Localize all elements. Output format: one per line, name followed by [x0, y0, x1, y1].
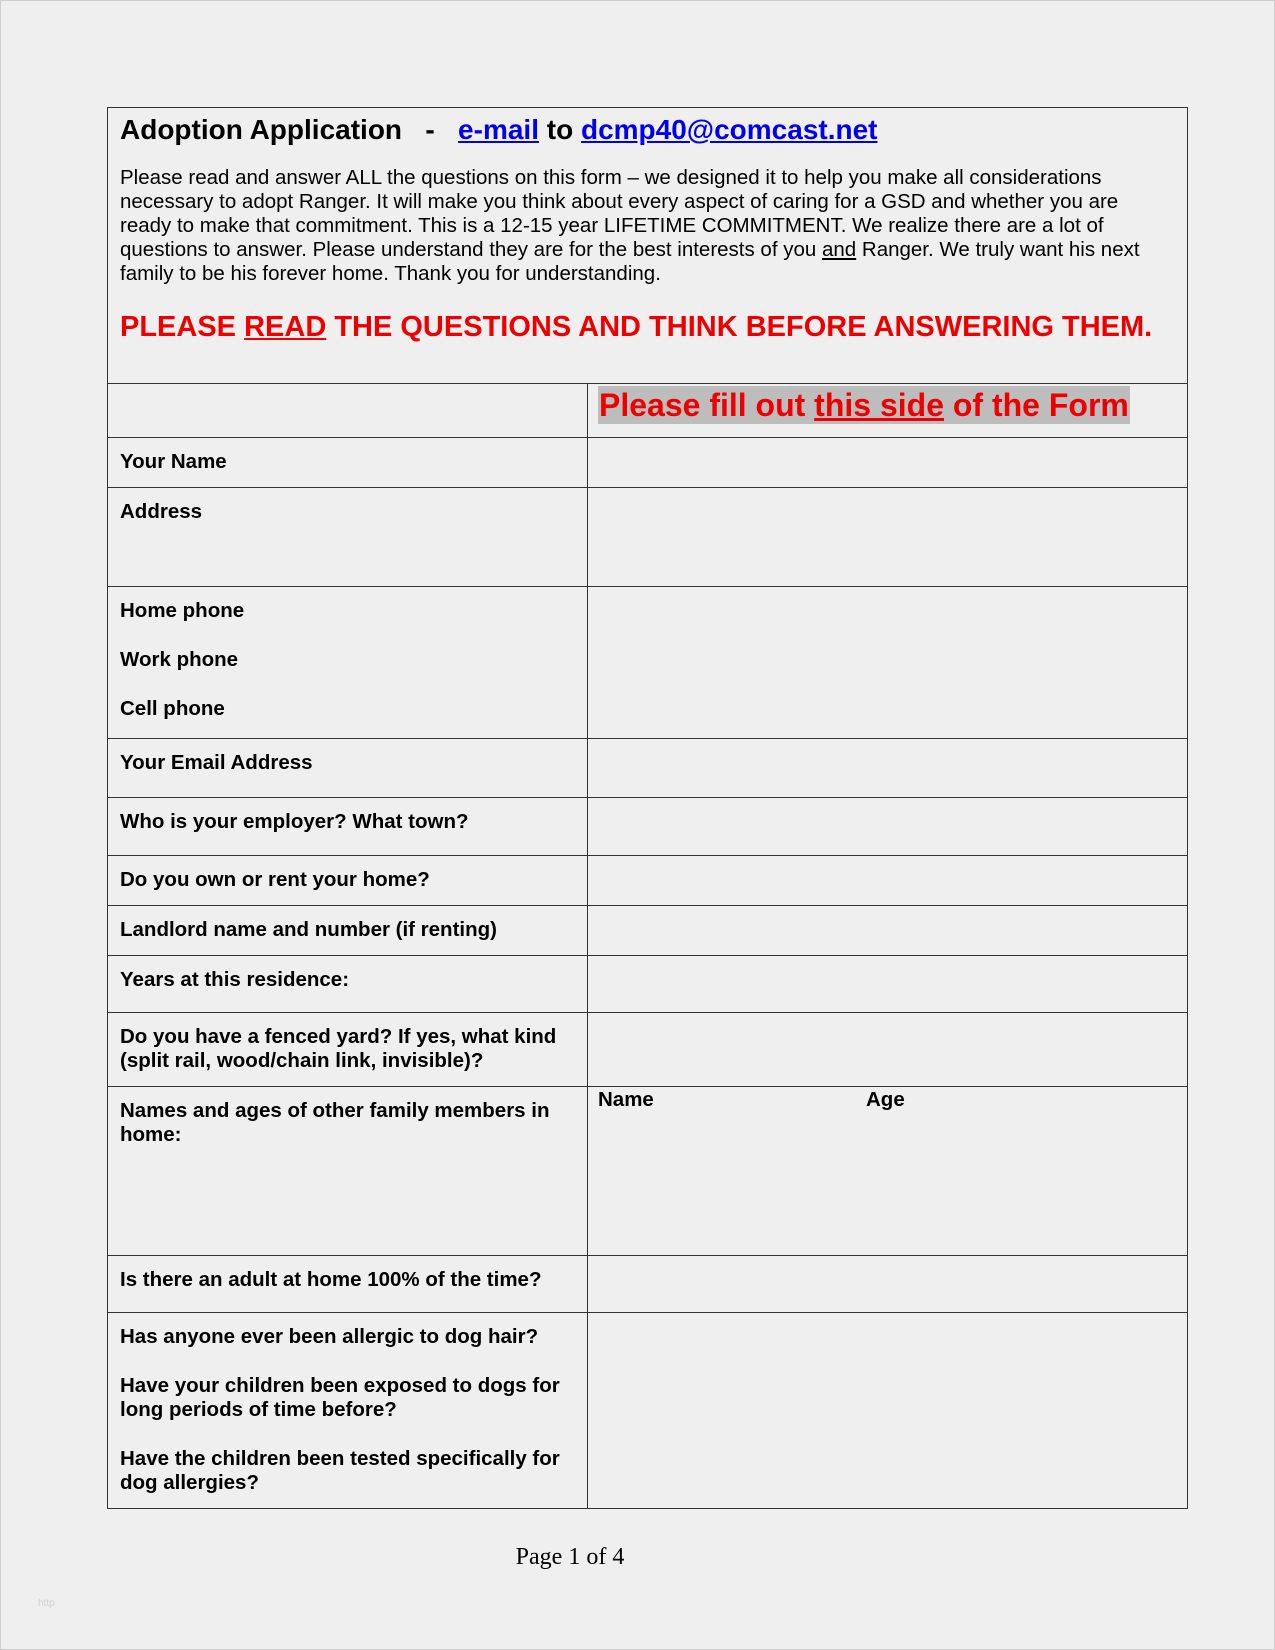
intro-paragraph: [120, 166, 1175, 286]
form-header: [108, 108, 1187, 384]
input-landlord[interactable]: [588, 906, 1187, 955]
row-allergies: [108, 1313, 1187, 1508]
family-col-age: Age: [866, 1088, 905, 1111]
banner-underlined: this side: [814, 387, 944, 423]
family-columns: [598, 1087, 1177, 1114]
label-allergic: Has anyone ever been allergic to dog hair?: [120, 1325, 539, 1348]
adoption-form: [107, 107, 1188, 1509]
label-cell-phone: Cell phone: [120, 697, 225, 720]
banner-left-cell: [108, 384, 588, 437]
input-family[interactable]: [588, 1087, 1187, 1255]
form-title-line: [120, 113, 1175, 147]
label-own-rent: Do you own or rent your home?: [108, 856, 588, 905]
intro-text-1: Please read and answer ALL the questions on this form – we designed it to help you make all considerations necessary to adopt Ranger. It will make you think about every aspect of caring for a GSD and whether you are ready to make that commitment. This is a 12-15 year LIFETIME COMMITMENT. We realize there are a lot of questions to answer. Please understand they are for the best interests of you: [120, 166, 1119, 261]
label-work-phone: Work phone: [120, 648, 239, 671]
label-adult-home: Is there an adult at home 100% of the time?: [108, 1256, 588, 1312]
label-your-name: Your Name: [108, 438, 588, 487]
intro-text-2: Ranger. We truly want his next family to be his forever home. Thank you for understanding.: [120, 238, 1140, 285]
banner-pre: Please fill out: [599, 387, 815, 423]
input-employer[interactable]: [588, 798, 1187, 855]
intro-and: and: [821, 238, 857, 261]
banner-right-cell: [588, 384, 1187, 437]
email-link[interactable]: e-mail: [458, 114, 539, 145]
banner-post: of the Form: [943, 387, 1129, 423]
input-phones[interactable]: [588, 587, 1187, 738]
row-address: [108, 488, 1187, 587]
label-tested: Have the children been tested specifically for dog allergies?: [120, 1447, 560, 1494]
label-years: Years at this residence:: [108, 956, 588, 1012]
row-email: [108, 739, 1187, 798]
family-col-name: Name: [598, 1088, 654, 1111]
fill-out-banner: [598, 386, 1130, 424]
input-fenced[interactable]: [588, 1013, 1187, 1086]
label-fenced: Do you have a fenced yard? If yes, what kind (split rail, wood/chain link, invisible)?: [108, 1013, 588, 1086]
label-email: Your Email Address: [108, 739, 588, 797]
input-adult-home[interactable]: [588, 1256, 1187, 1312]
label-phones: [108, 587, 588, 738]
label-exposed: Have your children been exposed to dogs for long periods of time before?: [120, 1374, 560, 1421]
input-own-rent[interactable]: [588, 856, 1187, 905]
input-address[interactable]: [588, 488, 1187, 586]
label-landlord: Landlord name and number (if renting): [108, 906, 588, 955]
warning-post: THE QUESTIONS AND THINK BEFORE ANSWERING THEM.: [326, 311, 1153, 343]
label-home-phone: Home phone: [120, 599, 245, 622]
row-years: [108, 956, 1187, 1013]
label-family: Names and ages of other family members in home:: [108, 1087, 588, 1255]
row-family: [108, 1087, 1187, 1256]
input-email[interactable]: [588, 739, 1187, 797]
row-phones: [108, 587, 1187, 739]
title-separator: -: [425, 114, 435, 145]
row-own-rent: [108, 856, 1187, 906]
row-fenced: [108, 1013, 1187, 1087]
banner-row: [108, 384, 1187, 438]
label-employer: Who is your employer? What town?: [108, 798, 588, 855]
input-your-name[interactable]: [588, 438, 1187, 487]
warning-read: READ: [244, 311, 327, 343]
page-number: Page 1 of 4: [515, 1544, 625, 1570]
label-allergies: [108, 1313, 588, 1508]
form-title: Adoption Application: [120, 114, 403, 145]
to-word: to: [546, 114, 574, 145]
warning-heading: [120, 310, 1175, 344]
row-employer: [108, 798, 1187, 856]
input-allergies[interactable]: [588, 1313, 1187, 1508]
label-address: Address: [108, 488, 588, 586]
row-your-name: [108, 438, 1187, 488]
email-address-link[interactable]: dcmp40@comcast.net: [580, 114, 878, 145]
row-landlord: [108, 906, 1187, 956]
watermark: http: [38, 1598, 55, 1609]
input-years[interactable]: [588, 956, 1187, 1012]
row-adult-home: [108, 1256, 1187, 1313]
warning-pre: PLEASE: [120, 311, 245, 343]
